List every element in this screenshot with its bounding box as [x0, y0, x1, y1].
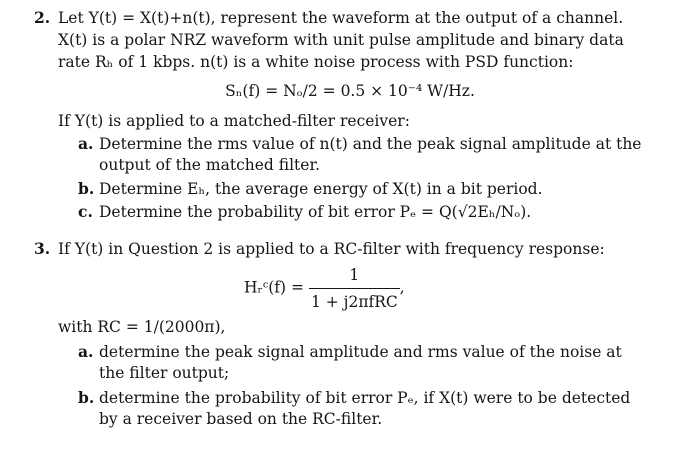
equation-tail: ,	[399, 278, 405, 297]
question-3b-line-1: determine the probability of bit error Pₑ, if X(t) were to be detected	[99, 389, 631, 407]
question-2a-label: a.	[78, 134, 94, 153]
question-3a-label: a.	[78, 342, 94, 361]
question-2a-line-2: output of the matched filter.	[99, 156, 321, 174]
question-2-intro: If Y(t) is applied to a matched-filter receiver:	[58, 112, 410, 130]
question-2-number: 2.	[34, 8, 51, 27]
psd-equation: Sₙ(f) = Nₒ/2 = 0.5 × 10⁻⁴ W/Hz.	[225, 82, 475, 100]
question-2-line-2: X(t) is a polar NRZ waveform with unit pulse amplitude and binary data	[58, 31, 624, 49]
question-2c-line-1: Determine the probability of bit error Pₑ = Q(√2Eₕ/Nₒ).	[99, 203, 532, 221]
question-2a-line-1: Determine the rms value of n(t) and the peak signal amplitude at the	[99, 135, 642, 153]
question-3a-line-2: the filter output;	[99, 364, 230, 382]
question-3-with: with RC = 1/(2000π),	[58, 318, 226, 336]
question-2c-label: c.	[78, 202, 93, 221]
question-3-line-1: If Y(t) in Question 2 is applied to a RC-filter with frequency response:	[58, 240, 605, 258]
equation-lhs: Hᵣᶜ(f) =	[244, 278, 305, 297]
question-2-line-3: rate Rₕ of 1 kbps. n(t) is a white noise process with PSD function:	[58, 53, 574, 71]
question-3b-line-2: by a receiver based on the RC-filter.	[99, 410, 383, 428]
question-2b-label: b.	[78, 179, 95, 198]
question-2-line-1: Let Y(t) = X(t)+n(t), represent the waveform at the output of a channel.	[58, 9, 624, 27]
equation-fraction	[309, 264, 400, 313]
question-3-number: 3.	[34, 239, 51, 258]
fraction-denominator: 1 + j2πfRC	[310, 293, 398, 311]
question-2b-line-1: Determine Eₕ, the average energy of X(t) in a bit period.	[99, 180, 543, 198]
question-3a-line-1: determine the peak signal amplitude and rms value of the noise at	[99, 343, 622, 361]
fraction-numerator: 1	[309, 264, 400, 289]
question-3b-label: b.	[78, 388, 95, 407]
rc-filter-equation	[244, 264, 405, 313]
